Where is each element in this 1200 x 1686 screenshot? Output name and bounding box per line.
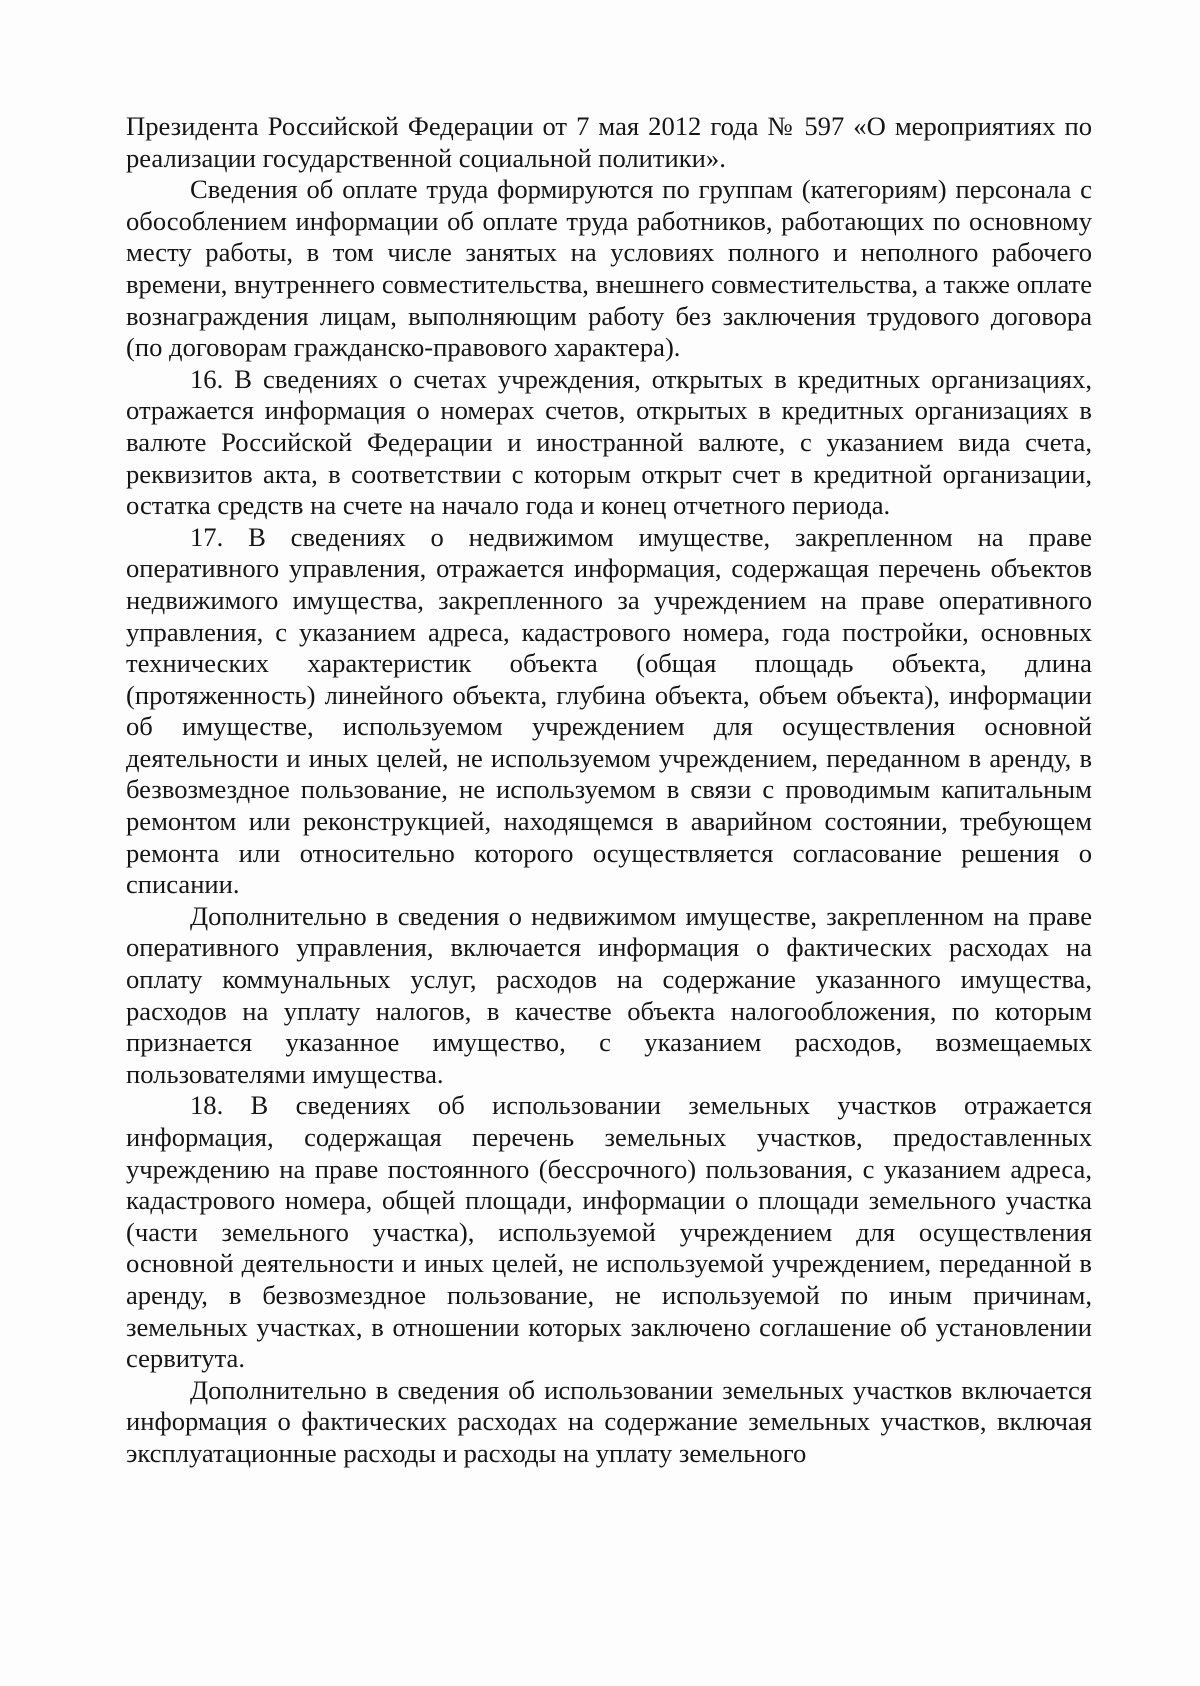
- paragraph-land-plot-expenses: Дополнительно в сведения об использовании земельных участков включается информация о фактических расходах на содержание земельных участков, включая эксплуатационные расходы и расходы на уплату земельного: [126, 1374, 1092, 1468]
- paragraph-decree-reference: Президента Российской Федерации от 7 мая 2012 года № 597 «О мероприятиях по реализации государственной социальной политики».: [126, 111, 1092, 173]
- paragraph-item-17-real-estate: 17. В сведениях о недвижимом имуществе, закрепленном на праве оперативного управления, отражается информация, содержащая перечень объектов недвижимого имущества, закрепленного за учреждением на праве оперативного управления, с указанием адреса, кадастрового номера, года постройки, основных технических характеристик объекта (общая площадь объекта, длина (протяженность) линейного объекта, глубина объекта, объем объекта), информации об имуществе, используемом учреждением для осуществления основной деятельности и иных целей, не используемом учреждением, переданном в аренду, в безвозмездное пользование, не используемом в связи с проводимым капитальным ремонтом или реконструкцией, находящемся в аварийном состоянии, требующем ремонта или относительно которого осуществляется согласование решения о списании.: [126, 521, 1092, 900]
- paragraph-real-estate-expenses: Дополнительно в сведения о недвижимом имуществе, закрепленном на праве оперативного управления, включается информация о фактических расходах на оплату коммунальных услуг, расходов на содержание указанного имущества, расходов на уплату налогов, в качестве объекта налогообложения, по которым признается указанное имущество, с указанием расходов, возмещаемых пользователями имущества.: [126, 900, 1092, 1089]
- paragraph-item-18-land-plots: 18. В сведениях об использовании земельных участков отражается информация, содержащая перечень земельных участков, предоставленных учреждению на праве постоянного (бессрочного) пользования, с указанием адреса, кадастрового номера, общей площади, информации о площади земельного участка (части земельного участка), используемой учреждением для осуществления основной деятельности и иных целей, не используемой учреждением, переданной в аренду, в безвозмездное пользование, не используемой по иным причинам, земельных участках, в отношении которых заключено соглашение об установлении сервитута.: [126, 1090, 1092, 1374]
- document-body: [126, 111, 1092, 1470]
- paragraph-wage-information: Сведения об оплате труда формируются по группам (категориям) персонала с обособлением информации об оплате труда работников, работающих по основному месту работы, в том числе занятых на условиях полного и неполного рабочего времени, внутреннего совместительства, внешнего совместительства, а также оплате вознаграждения лицам, выполняющим работу без заключения трудового договора (по договорам гражданско-правового характера).: [126, 174, 1092, 363]
- paragraph-item-16-bank-accounts: 16. В сведениях о счетах учреждения, открытых в кредитных организациях, отражается информация о номерах счетов, открытых в кредитных организациях в валюте Российской Федерации и иностранной валюте, с указанием вида счета, реквизитов акта, в соответствии с которым открыт счет в кредитной организации, остатка средств на счете на начало года и конец отчетного периода.: [126, 363, 1092, 521]
